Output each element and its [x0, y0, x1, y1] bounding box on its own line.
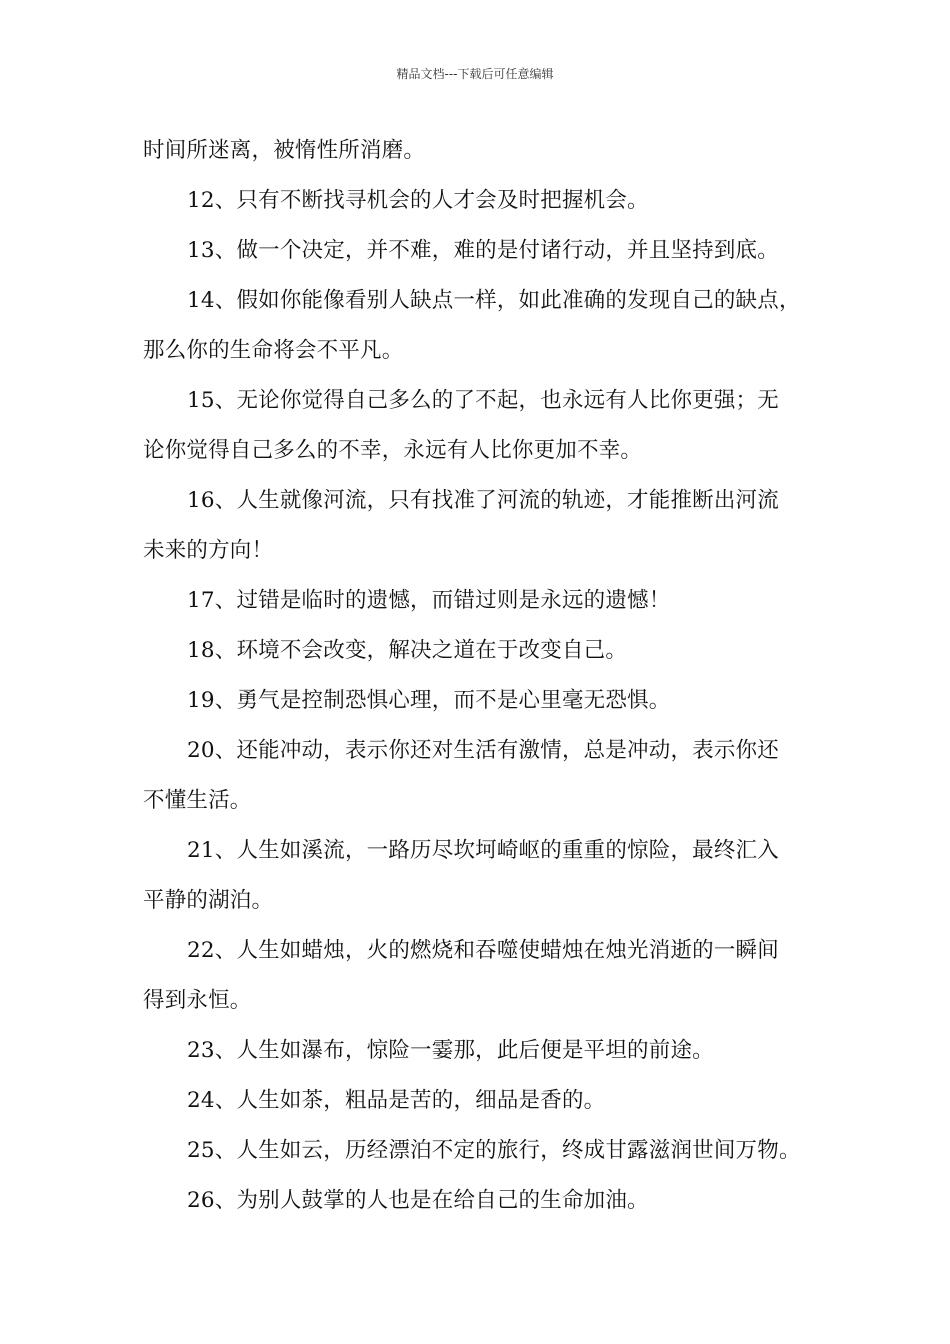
text-line: 21、人生如溪流，一路历尽坎坷崎岖的重重的惊险，最终汇入 [187, 838, 779, 863]
text-line: 时间所迷离，被惰性所消磨。 [143, 138, 426, 163]
text-line: 19、勇气是控制恐惧心理，而不是心里毫无恐惧。 [187, 688, 671, 713]
text-line: 17、过错是临时的遗憾，而错过则是永远的遗憾！ [187, 588, 671, 613]
text-line: 20、还能冲动，表示你还对生活有激情，总是冲动，表示你还 [187, 738, 779, 763]
document-body [143, 126, 823, 1226]
text-line: 13、做一个决定，并不难，难的是付诸行动，并且坚持到底。 [187, 238, 779, 263]
text-line: 23、人生如瀑布，惊险一霎那，此后便是平坦的前途。 [187, 1038, 714, 1063]
text-line: 论你觉得自己多么的不幸，永远有人比你更加不幸。 [143, 438, 643, 463]
text-line: 24、人生如茶，粗品是苦的，细品是香的。 [187, 1088, 606, 1113]
text-line: 12、只有不断找寻机会的人才会及时把握机会。 [187, 188, 649, 213]
text-line: 18、环境不会改变，解决之道在于改变自己。 [187, 638, 628, 663]
text-line: 26、为别人鼓掌的人也是在给自己的生命加油。 [187, 1188, 649, 1213]
page-header: 精品文档---下载后可任意编辑 [396, 67, 554, 81]
text-line: 16、人生就像河流，只有找准了河流的轨迹，才能推断出河流 [187, 488, 779, 513]
text-line: 22、人生如蜡烛，火的燃烧和吞噬使蜡烛在烛光消逝的一瞬间 [187, 938, 779, 963]
text-line: 15、无论你觉得自己多么的了不起，也永远有人比你更强；无 [187, 388, 779, 413]
text-line: 14、假如你能像看别人缺点一样，如此准确的发现自己的缺点， [187, 288, 801, 313]
text-line: 未来的方向！ [143, 538, 274, 563]
text-line: 那么你的生命将会不平凡。 [143, 338, 404, 363]
text-line: 不懂生活。 [143, 788, 252, 813]
text-line: 平静的湖泊。 [143, 888, 274, 913]
text-line: 得到永恒。 [143, 988, 252, 1013]
text-line: 25、人生如云，历经漂泊不定的旅行，终成甘露滋润世间万物。 [187, 1138, 801, 1163]
